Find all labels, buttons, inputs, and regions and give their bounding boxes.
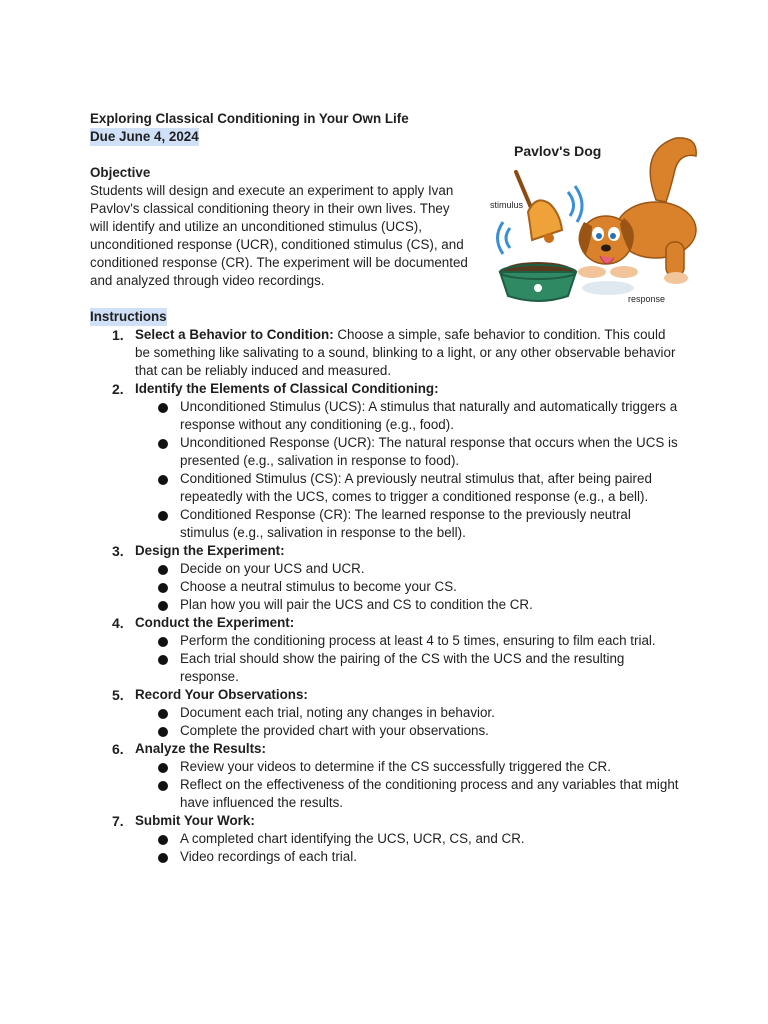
objective-heading: Objective — [90, 165, 151, 180]
step-title: Design the Experiment: — [135, 543, 285, 558]
instruction-step — [90, 380, 680, 542]
objective-text: Students will design and execute an experiment to apply Ivan Pavlov's classical conditioning theory in their own lives. They will identify and utilize an unconditioned stimulus (UCS), unconditioned response (UCR), conditioned stimulus (CS), and conditioned response (CR). The experiment will be documented and analyzed through video recordings. — [90, 183, 468, 288]
step-title: Analyze the Results: — [135, 741, 266, 756]
step-number: 2. — [112, 381, 124, 397]
bullet-text: Conditioned Stimulus (CS): A previously neutral stimulus that, after being paired repeatedly with the UCS, comes to trigger a conditioned response (e.g., a bell). — [180, 471, 652, 504]
bullet-text: Plan how you will pair the UCS and CS to condition the CR. — [180, 597, 533, 612]
bullet-dot-icon — [158, 727, 168, 737]
bullet-dot-icon — [158, 637, 168, 647]
step-title: Select a Behavior to Condition: — [135, 327, 334, 342]
bullet-item — [135, 434, 680, 470]
instruction-step — [90, 740, 680, 812]
step-title: Identify the Elements of Classical Conditioning: — [135, 381, 439, 396]
bullet-dot-icon — [158, 709, 168, 719]
step-bullet-list — [135, 704, 680, 740]
bullet-text: Conditioned Response (CR): The learned response to the previously neutral stimulus (e.g., salivation in response to the bell). — [180, 507, 631, 540]
bullet-text: Choose a neutral stimulus to become your CS. — [180, 579, 457, 594]
document-content — [90, 110, 680, 866]
bullet-text: Video recordings of each trial. — [180, 849, 357, 864]
step-title: Conduct the Experiment: — [135, 615, 295, 630]
bullet-text: Complete the provided chart with your observations. — [180, 723, 489, 738]
step-number: 3. — [112, 543, 124, 559]
step-bullet-list — [135, 758, 680, 812]
bullet-text: Reflect on the effectiveness of the conditioning process and any variables that might have influenced the results. — [180, 777, 679, 810]
document-title: Exploring Classical Conditioning in Your Own Life — [90, 111, 409, 126]
instructions-list — [90, 326, 680, 866]
bullet-dot-icon — [158, 583, 168, 593]
bullet-dot-icon — [158, 511, 168, 521]
step-number: 1. — [112, 327, 124, 343]
instructions-heading: Instructions — [90, 309, 167, 324]
bullet-text: Decide on your UCS and UCR. — [180, 561, 365, 576]
step-bullet-list — [135, 632, 680, 686]
bullet-dot-icon — [158, 475, 168, 485]
bullet-dot-icon — [158, 835, 168, 845]
bullet-item — [135, 470, 680, 506]
bullet-dot-icon — [158, 565, 168, 575]
bullet-text: Document each trial, noting any changes in behavior. — [180, 705, 495, 720]
bullet-item — [135, 560, 680, 578]
bullet-dot-icon — [158, 403, 168, 413]
figure-label-response: response — [628, 294, 666, 304]
bullet-item — [135, 596, 680, 614]
bullet-item — [135, 722, 680, 740]
bullet-text: Perform the conditioning process at least 4 to 5 times, ensuring to film each trial. — [180, 633, 656, 648]
bullet-dot-icon — [158, 601, 168, 611]
instruction-step — [90, 686, 680, 740]
step-number: 4. — [112, 615, 124, 631]
bullet-item — [135, 398, 680, 434]
figure-label-stimulus: stimulus — [490, 200, 524, 210]
step-number: 5. — [112, 687, 124, 703]
step-bullet-list — [135, 398, 680, 542]
bullet-dot-icon — [158, 655, 168, 665]
bullet-item — [135, 578, 680, 596]
bullet-item — [135, 506, 680, 542]
instruction-step — [90, 614, 680, 686]
instruction-step — [90, 326, 680, 380]
due-date: Due June 4, 2024 — [90, 129, 199, 144]
bullet-item — [135, 830, 680, 848]
bullet-dot-icon — [158, 853, 168, 863]
bullet-text: Each trial should show the pairing of the CS with the UCS and the resulting response. — [180, 651, 625, 684]
step-number: 6. — [112, 741, 124, 757]
bullet-item — [135, 758, 680, 776]
figure-title: Pavlov's Dog — [514, 143, 602, 159]
bullet-item — [135, 776, 680, 812]
instruction-step — [90, 812, 680, 866]
instruction-step — [90, 542, 680, 614]
bullet-text: A completed chart identifying the UCS, UCR, CS, and CR. — [180, 831, 525, 846]
bullet-text: Unconditioned Stimulus (UCS): A stimulus that naturally and automatically triggers a response without any conditioning (e.g., food). — [180, 399, 678, 432]
bullet-text: Review your videos to determine if the CS successfully triggered the CR. — [180, 759, 611, 774]
step-bullet-list — [135, 560, 680, 614]
bullet-dot-icon — [158, 439, 168, 449]
bullet-item — [135, 650, 680, 686]
step-title: Record Your Observations: — [135, 687, 308, 702]
objective-section — [90, 164, 468, 290]
step-text: Choose a simple, safe behavior to condition. This could be something like salivating to a sound, blinking to a light, or any other observable behavior that can be reliably induced and measured. — [135, 327, 676, 378]
step-number: 7. — [112, 813, 124, 829]
step-bullet-list — [135, 830, 680, 866]
bullet-item — [135, 704, 680, 722]
bullet-item — [135, 632, 680, 650]
step-title: Submit Your Work: — [135, 813, 255, 828]
bullet-dot-icon — [158, 763, 168, 773]
bullet-item — [135, 848, 680, 866]
bullet-text: Unconditioned Response (UCR): The natural response that occurs when the UCS is presented (e.g., salivation in response to food). — [180, 435, 678, 468]
bullet-dot-icon — [158, 781, 168, 791]
